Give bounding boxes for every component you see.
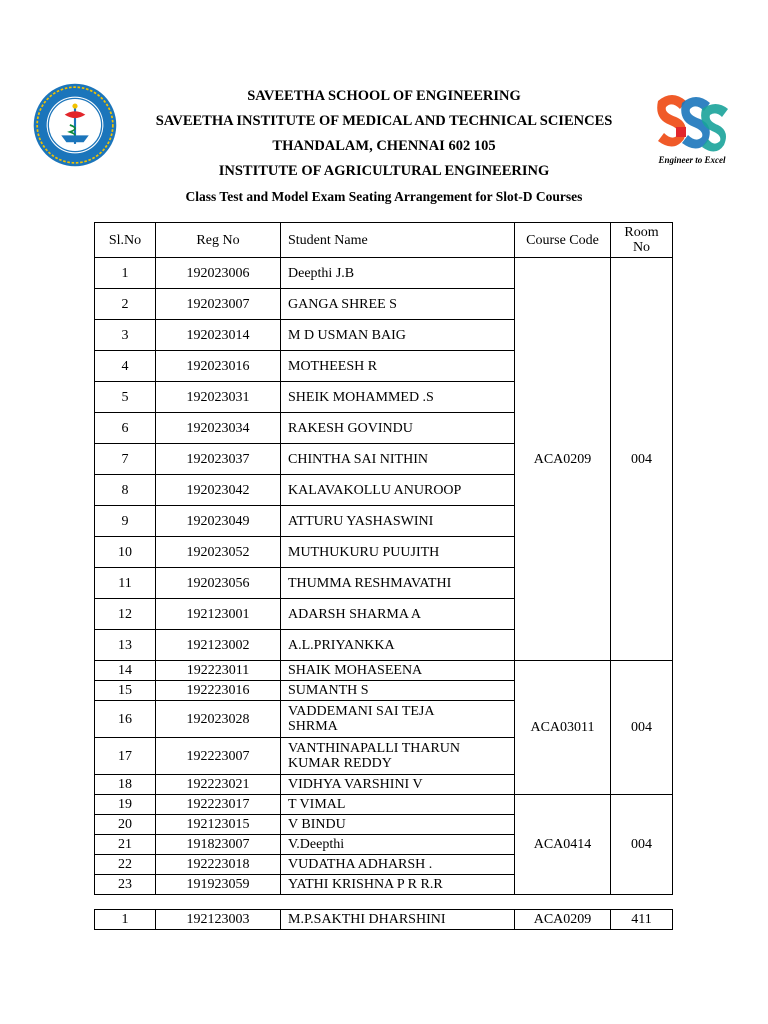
- cell-room-no: 004: [611, 258, 673, 661]
- cell-slno: 11: [95, 568, 156, 599]
- cell-student-name: ATTURU YASHASWINI: [281, 506, 515, 537]
- cell-slno: 5: [95, 382, 156, 413]
- cell-regno: 192223016: [156, 681, 281, 701]
- cell-regno: 192023052: [156, 537, 281, 568]
- cell-regno: 192123003: [156, 910, 281, 930]
- department-title: INSTITUTE OF AGRICULTURAL ENGINEERING: [218, 163, 550, 179]
- cell-student-name: KALAVAKOLLU ANUROOP: [281, 475, 515, 506]
- cell-slno: 20: [95, 815, 156, 835]
- cell-room-no: 004: [611, 795, 673, 895]
- cell-student-name: T VIMAL: [281, 795, 515, 815]
- cell-course-code: ACA0414: [515, 795, 611, 895]
- cell-student-name: SHAIK MOHASEENA: [281, 661, 515, 681]
- cell-regno: 192123002: [156, 630, 281, 661]
- cell-student-name: RAKESH GOVINDU: [281, 413, 515, 444]
- address-line: THANDALAM, CHENNAI 602 105: [272, 138, 496, 154]
- cell-slno: 7: [95, 444, 156, 475]
- cell-slno: 8: [95, 475, 156, 506]
- cell-slno: 15: [95, 681, 156, 701]
- cell-student-name: ADARSH SHARMA A: [281, 599, 515, 630]
- cell-regno: 192223007: [156, 738, 281, 775]
- cell-regno: 192223021: [156, 775, 281, 795]
- cell-course-code: ACA0209: [515, 910, 611, 930]
- cell-regno: 192023042: [156, 475, 281, 506]
- cell-student-name: GANGA SHREE S: [281, 289, 515, 320]
- cell-slno: 12: [95, 599, 156, 630]
- cell-student-name: Deepthi J.B: [281, 258, 515, 289]
- cell-slno: 16: [95, 701, 156, 738]
- cell-slno: 2: [95, 289, 156, 320]
- cell-student-name: CHINTHA SAI NITHIN: [281, 444, 515, 475]
- column-header-student-name: Student Name: [281, 223, 515, 258]
- cell-regno: 192023056: [156, 568, 281, 599]
- table-row: [95, 258, 673, 289]
- cell-room-no: 004: [611, 661, 673, 795]
- cell-student-name: VUDATHA ADHARSH .: [281, 855, 515, 875]
- additional-seating-table: [94, 909, 673, 930]
- cell-student-name: SUMANTH S: [281, 681, 515, 701]
- cell-regno: 191823007: [156, 835, 281, 855]
- cell-slno: 21: [95, 835, 156, 855]
- cell-slno: 10: [95, 537, 156, 568]
- table-header-row: [95, 223, 673, 258]
- cell-regno: 192023049: [156, 506, 281, 537]
- cell-slno: 18: [95, 775, 156, 795]
- table-row: [95, 795, 673, 815]
- column-header-slno: Sl.No: [95, 223, 156, 258]
- cell-student-name: MUTHUKURU PUUJITH: [281, 537, 515, 568]
- logo-tagline: Engineer to Excel: [658, 155, 726, 165]
- cell-slno: 1: [95, 258, 156, 289]
- cell-slno: 13: [95, 630, 156, 661]
- cell-regno: 192023037: [156, 444, 281, 475]
- cell-slno: 4: [95, 351, 156, 382]
- cell-slno: 6: [95, 413, 156, 444]
- cell-course-code: ACA0209: [515, 258, 611, 661]
- cell-student-name: A.L.PRIYANKKA: [281, 630, 515, 661]
- cell-slno: 22: [95, 855, 156, 875]
- cell-slno: 3: [95, 320, 156, 351]
- cell-student-name: THUMMA RESHMAVATHI: [281, 568, 515, 599]
- cell-slno: 19: [95, 795, 156, 815]
- table-row: [95, 910, 673, 930]
- institute-title: SAVEETHA INSTITUTE OF MEDICAL AND TECHNICAL SCIENCES: [155, 113, 613, 129]
- cell-student-name: VADDEMANI SAI TEJA SHRMA: [281, 701, 515, 738]
- document-subtitle: Class Test and Model Exam Seating Arrangement for Slot-D Courses: [185, 189, 583, 204]
- cell-slno: 17: [95, 738, 156, 775]
- seating-table: [94, 222, 673, 895]
- cell-regno: 192023007: [156, 289, 281, 320]
- column-header-regno: Reg No: [156, 223, 281, 258]
- cell-room-no: 411: [611, 910, 673, 930]
- cell-student-name: VIDHYA VARSHINI V: [281, 775, 515, 795]
- cell-regno: 192023031: [156, 382, 281, 413]
- cell-student-name: VANTHINAPALLI THARUN KUMAR REDDY: [281, 738, 515, 775]
- cell-regno: 192023016: [156, 351, 281, 382]
- cell-student-name: MOTHEESH R: [281, 351, 515, 382]
- cell-regno: 192223017: [156, 795, 281, 815]
- table-row: [95, 661, 673, 681]
- column-header-course-code: Course Code: [515, 223, 611, 258]
- cell-student-name: M D USMAN BAIG: [281, 320, 515, 351]
- cell-regno: 192023014: [156, 320, 281, 351]
- cell-slno: 23: [95, 875, 156, 895]
- cell-student-name: V.Deepthi: [281, 835, 515, 855]
- cell-regno: 192223018: [156, 855, 281, 875]
- cell-student-name: SHEIK MOHAMMED .S: [281, 382, 515, 413]
- cell-regno: 192223011: [156, 661, 281, 681]
- cell-regno: 191923059: [156, 875, 281, 895]
- cell-student-name: M.P.SAKTHI DHARSHINI: [281, 910, 515, 930]
- cell-slno: 9: [95, 506, 156, 537]
- school-title: SAVEETHA SCHOOL OF ENGINEERING: [247, 88, 521, 104]
- cell-student-name: V BINDU: [281, 815, 515, 835]
- cell-regno: 192123001: [156, 599, 281, 630]
- cell-course-code: ACA03011: [515, 661, 611, 795]
- cell-regno: 192023028: [156, 701, 281, 738]
- cell-regno: 192023006: [156, 258, 281, 289]
- column-header-room-no: Room No: [611, 223, 673, 258]
- cell-student-name: YATHI KRISHNA P R R.R: [281, 875, 515, 895]
- cell-regno: 192023034: [156, 413, 281, 444]
- cell-slno: 1: [95, 910, 156, 930]
- cell-slno: 14: [95, 661, 156, 681]
- cell-regno: 192123015: [156, 815, 281, 835]
